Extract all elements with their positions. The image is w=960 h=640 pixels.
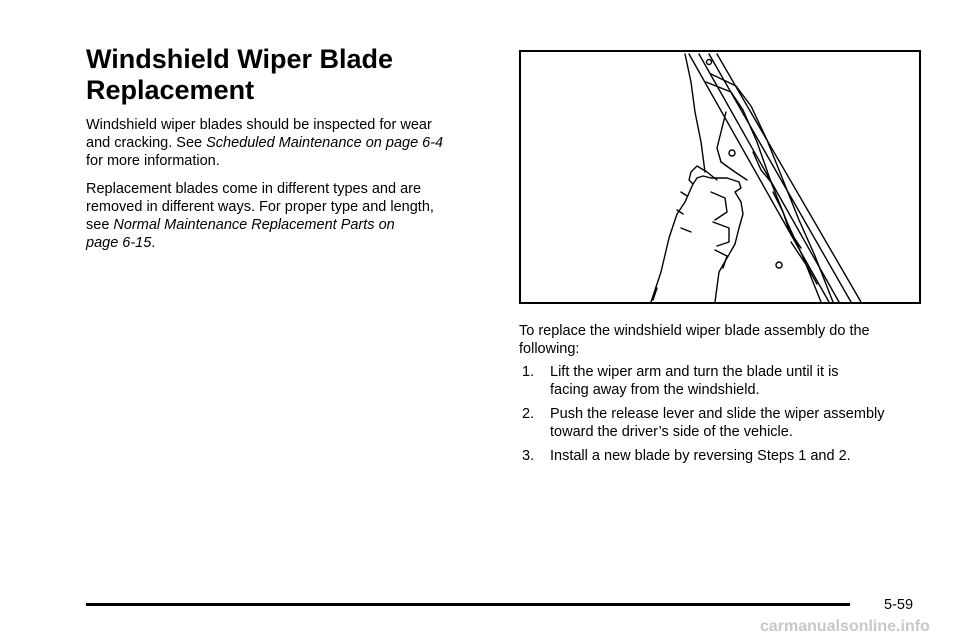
blade-tip: [685, 54, 705, 172]
heading-line-1: Windshield Wiper Blade: [86, 44, 394, 74]
replacement-line-1: Replacement blades come in different types and are: [86, 181, 422, 197]
step-2-line-2: toward the driver’s side of the vehicle.: [550, 424, 793, 440]
procedure-intro-line-1: To replace the windshield wiper blade assembly do the: [519, 323, 870, 339]
scheduled-maintenance-reference[interactable]: Scheduled Maintenance on page 6-4: [206, 135, 444, 151]
replacement-line-2: removed in different ways. For proper type and length,: [86, 199, 434, 215]
replacement-line-3: [86, 216, 496, 234]
finger-1: [711, 192, 727, 220]
step-3-line-1: Install a new blade by reversing Steps 1 and 2.: [550, 448, 851, 464]
wiper-blade-illustration: [519, 50, 921, 304]
step-1-number: 1.: [522, 364, 535, 380]
rivet-2: [729, 150, 735, 156]
intro-line-2-text: and cracking. See: [86, 135, 207, 151]
wiper-blade-drawing: [521, 52, 919, 302]
step-1-line-1: Lift the wiper arm and turn the blade until it is: [550, 364, 839, 380]
procedure-intro-line-2: following:: [519, 341, 580, 357]
replacement-parts-page-reference[interactable]: page 6-15: [86, 235, 152, 251]
thumb-outline: [689, 166, 717, 184]
wiper-arm-edge-4: [717, 54, 861, 302]
procedure-intro: [519, 322, 939, 358]
watermark-text: carmanualsonline.info: [760, 618, 930, 635]
step-2: [522, 405, 942, 441]
procedure-steps: [522, 363, 942, 471]
rivet-1: [707, 60, 712, 65]
step-2-number: 2.: [522, 406, 535, 422]
replacement-line-4: [86, 234, 496, 252]
step-1: [522, 363, 942, 399]
step-1-text: [550, 363, 942, 399]
replacement-paragraph: [86, 180, 496, 252]
step-3-text: [550, 447, 942, 465]
page-number: 5-59: [884, 597, 914, 613]
finger-3: [715, 250, 727, 268]
knuckle-lines: [677, 192, 691, 232]
replacement-line-4-suffix: .: [151, 235, 156, 251]
replacement-line-3-text: see: [86, 217, 114, 233]
heading-line-2: Replacement: [86, 75, 255, 105]
intro-line-3: for more information.: [86, 153, 220, 169]
rivet-3: [776, 262, 782, 268]
step-3: [522, 447, 942, 465]
footer-rule: [86, 603, 850, 606]
replacement-parts-reference[interactable]: Normal Maintenance Replacement Parts on: [113, 217, 395, 233]
step-3-number: 3.: [522, 448, 535, 464]
section-heading: [86, 44, 486, 106]
step-1-line-2: facing away from the windshield.: [550, 382, 760, 398]
intro-line-2: [86, 134, 496, 152]
step-2-line-1: Push the release lever and slide the wiper assembly: [550, 406, 885, 422]
clip-detail-3: [791, 242, 817, 284]
intro-paragraph: [86, 116, 496, 170]
finger-2: [713, 222, 729, 246]
clip-detail-2: [773, 192, 801, 248]
release-lever: [717, 112, 747, 180]
step-2-text: [550, 405, 942, 441]
intro-line-1: Windshield wiper blades should be inspected for wear: [86, 117, 432, 133]
